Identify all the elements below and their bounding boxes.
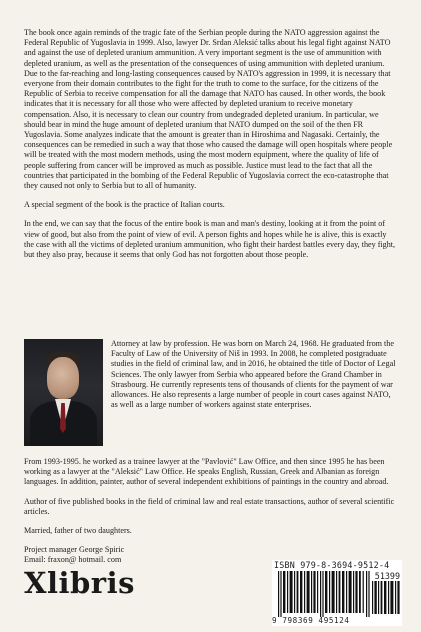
author-works: Author of five published books in the field of criminal law and real estate transactions, author of several scientific articles. [24,496,395,516]
blurb-paragraph-2: A special segment of the book is the practice of Italian courts. [24,200,225,210]
author-bio-continued [24,457,398,566]
isbn-text: ISBN 979-8-3694-9512-4 [274,560,390,570]
author-bio-main: Attorney at law by profession. He was born on March 24, 1968. He graduated from the Faculty of Law of the University of Niš in 1993. In 2008, he completed postgraduate studies in the field of criminal law, and in 2016, he obtained the title of Doctor of Legal Sciences. The only lawyer from Serbia who appeared before the Grand Chamber in Strasbourg. He currently represents tens of thousands of clients for the payment of war allowances. He also represents a large number of people in court cases against NATO, as well as a large number of workers against state enterprises. [111,339,396,410]
barcode-digits: 9 798369 495124 [272,616,350,625]
author-career: From 1993-1995. he worked as a trainee lawyer at the "Pavlović" Law Office, and then since 1995 he has been working as a lawyer at the "Aleksić" Law Office. He speaks English, Russian, Greek and Albanian as foreign languages. In addition, painter, author of several independent exhibitions of paintings in the country and abroad. [24,457,389,487]
email-line: Email: fraxon@ hotmail. com [24,555,122,565]
author-photo [24,339,103,446]
addon-barcode-bars [372,581,400,614]
author-family: Married, father of two daughters. [24,526,132,536]
blurb-paragraph-3: In the end, we can say that the focus of the entire book is man and man's destiny, looking at it from the point of view of good, but also from the point of view of evil. A person fights and hopes while he is alive, this is exactly the case with all the victims of depleted uranium ammunition, who fight their hardest battles every day, they fight, but they also pray, because it seems that only God has not forgotten about those people. [24,219,396,260]
publisher-logo: Xlibris [24,566,135,600]
addon-code: 51399 [374,571,400,581]
project-manager-line: Project manager George Spiric [24,545,125,555]
blurb-paragraph-1: The book once again reminds of the tragic fate of the Serbian people during the NATO aggression against the Federal Republic of Yugoslavia in 1999. Also, lawyer Dr. Srdan Aleksić talks about his legal fight against NATO and against the use of depleted uranium ammunition. A very important segment is the use of ammunition with depleted uranium, as well as the presentation of the consequences of using ammunition with depleted uranium. Due to the far-reaching and long-lasting consequences caused by NATO's aggression in 1999, it is necessary that everyone from their domain contributes to the fight for the truth to come to the surface, for the citizens of the Republic of Serbia to receive compensation for all the damage that NATO has caused. In other words, the book indicates that it is necessary for all those who were affected by depleted uranium to receive monetary compensation. Also, it is necessary to clean our country from undegraded depleted uranium. In particular, we should bear in mind the huge amount of depleted uranium that NATO dumped on the soil of the then FR Yugoslavia. Some analyzes indicate that the amount is greater than in Hiroshima and Nagasaki. Certainly, the consequences can be remedied in such a way that those who caused the damage will open hospitals where people will be treated with the most modern methods, using the most modern equipment, where the quality of life of people suffering from cancer will be improved as much as possible. Justice must lead to the fact that all the countries that participated in the bombing of the Federal Republic of Yugoslavia correct the eco-catastrophe that they caused not only to Serbia but to all of humanity. [24,28,393,191]
isbn-barcode [272,560,402,626]
blurb [24,28,398,269]
ean-barcode-bars [278,571,370,617]
